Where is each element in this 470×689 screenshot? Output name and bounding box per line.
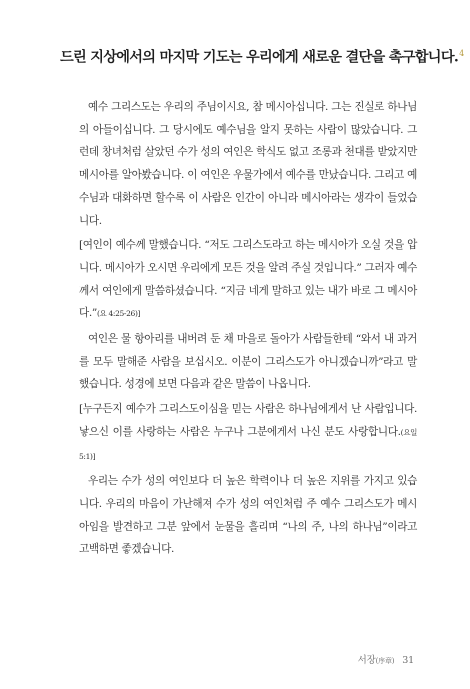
page-footer — [358, 652, 414, 666]
paragraph-2-text: 여인은 물 항아리를 내버려 둔 채 마을로 돌아가 사람들한테 “와서 내 과거를 모두 말해준 사람을 보십시오. 이분이 그리스도가 아니겠습니까”라고 말했습니다. 성경에 보면 다음과 같은 말씀이 나옵니다. — [79, 333, 417, 391]
headline-text: 드린 지상에서의 마지막 기도는 우리에게 새로운 결단을 촉구합니다. — [60, 49, 459, 66]
quote-1-reference: (요 4:25-26)] — [96, 309, 141, 319]
footer-section-hanja: (序章) — [375, 657, 395, 665]
quote-2-reference: (요일 5:1)] — [79, 427, 417, 461]
quote-2-text: [누구든지 예수가 그리스도이심을 믿는 사람은 하나님에게서 난 사람입니다. 낳으신 이를 사랑하는 사람은 누구나 그분에게서 나신 분도 사랑합니다. — [79, 403, 417, 438]
paragraph-3-text: 우리는 수가 성의 여인보다 더 높은 학력이나 더 높은 지위를 가지고 있습니다. 우리의 마음이 가난해져 수가 성의 여인처럼 주 예수 그리스도가 메시아임을 발견하고 그분 앞에서 눈물을 흘리며 “나의 주, 나의 하나님”이라고 고백하면 좋겠습니다. — [79, 475, 417, 556]
page-headline — [60, 44, 464, 68]
paragraph-2 — [79, 328, 417, 396]
body-text — [79, 96, 417, 563]
footer-section: 서장 — [357, 655, 376, 666]
footnote-marker: 4 — [459, 49, 464, 58]
quote-1-text: [여인이 예수께 말했습니다. “저도 그리스도라고 하는 메시아가 오실 것을 압니다. 메시아가 오시면 우리에게 모든 것을 알려 주실 것입니다.” 그러자 예수께서 여인에게 말씀하셨습니다. “지금 네게 말하고 있는 내가 바로 그 메시아다.” — [79, 239, 417, 320]
paragraph-3 — [79, 470, 417, 561]
scripture-quote-2 — [79, 398, 417, 468]
paragraph-1-text: 예수 그리스도는 우리의 주님이시요, 참 메시아십니다. 그는 진실로 하나님의 아들이십니다. 그 당시에도 예수님을 알지 못하는 사람이 많았습니다. 그런데 창녀처럼 살았던 수가 성의 여인은 학식도 없고 조롱과 천대를 받았지만 메시아를 알아봤습니다. 이 여인은 우물가에서 예수를 만났습니다. 그리고 예수님과 대화하면 할수록 이 사람은 인간이 아니라 메시아라는 생각이 들었습니다. — [79, 101, 417, 227]
page-number: 31 — [402, 655, 414, 666]
paragraph-1 — [79, 96, 417, 232]
scripture-quote-1 — [79, 234, 417, 326]
